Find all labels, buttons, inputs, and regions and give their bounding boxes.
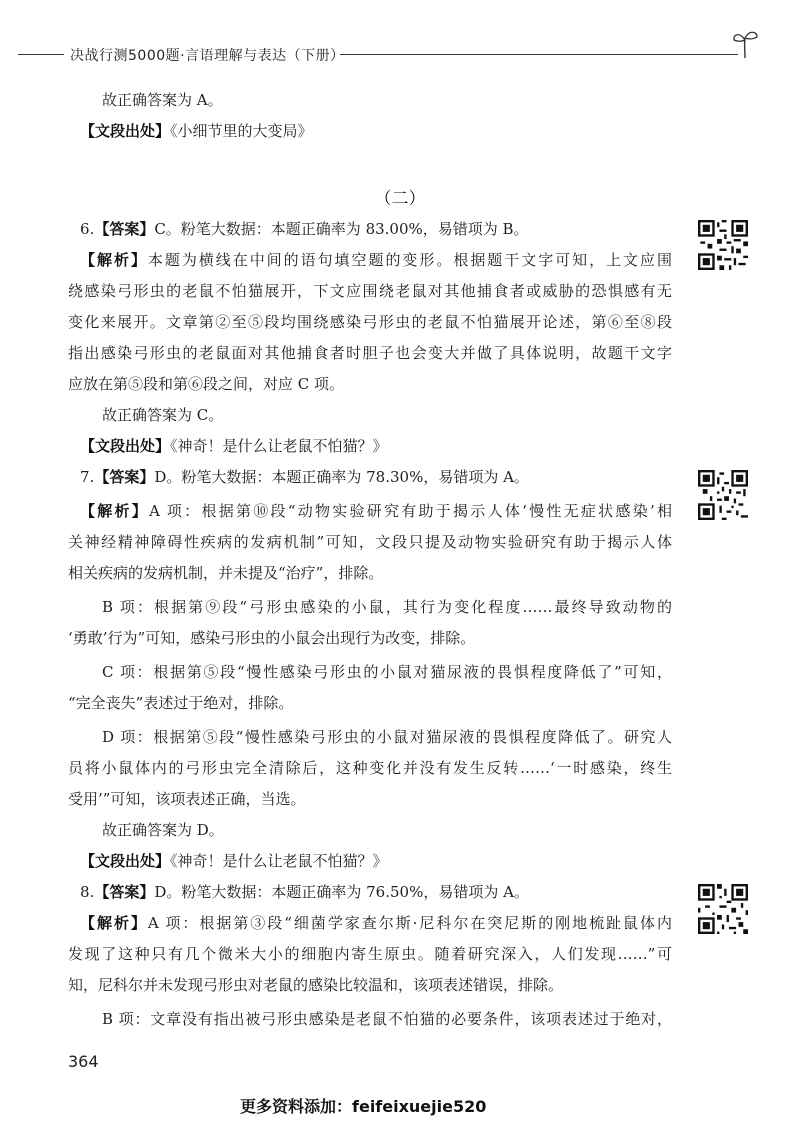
paragraph-line: 绕感染弓形虫的老鼠不怕猫展开，下文应围绕老鼠对其他捕食者或威胁的恐惧感有无 [68,282,672,300]
source-label: 【文段出处】 [80,437,171,455]
paragraph-line: 员将小鼠体内的弓形虫完全清除后，这种变化并没有发生反转……‘一时感染，终生 [68,759,672,777]
paragraph-line: 变化来展开。文章第②至⑤段均围绕感染弓形虫的老鼠不怕猫展开论述，第⑥至⑧段 [68,313,672,331]
qr-code-icon[interactable] [698,220,748,270]
answer-line-q8 [80,881,529,903]
answer-conclusion: 故正确答案为 D。 [102,821,224,839]
source-line [80,850,388,872]
option-c-line: C 项：根据第⑤段“慢性感染弓形虫的小鼠对猫尿液的畏惧程度降低了”可知， [102,663,672,681]
answer-text: D。粉笔大数据：本题正确率为 76.50%，易错项为 A。 [154,883,529,901]
source-text: 《神奇！是什么让老鼠不怕猫？》 [170,437,388,455]
answer-conclusion: 故正确答案为 A。 [102,91,223,109]
analysis-line [80,500,672,522]
footer-note: 更多资料添加：feifeixuejie520 [240,1097,487,1116]
source-text: 《神奇！是什么让老鼠不怕猫？》 [170,852,388,870]
header-rule-right [340,54,738,55]
question-number: 6. [80,220,95,238]
analysis-label: 【解析】 [80,914,148,932]
paragraph-line: “完全丧失”表述过于绝对，排除。 [68,694,294,712]
page-number: 364 [68,1052,99,1071]
question-number: 7. [80,468,95,486]
source-label: 【文段出处】 [80,122,171,140]
analysis-line [80,912,672,934]
option-d-line: D 项：根据第⑤段“慢性感染弓形虫的小鼠对猫尿液的畏惧程度降低了。研究人 [102,728,672,746]
paragraph-line: 应放在第⑤段和第⑥段之间，对应 C 项。 [68,375,345,393]
paragraph-line: 知，尼科尔并未发现弓形虫对老鼠的感染比较温和，该项表述错误，排除。 [68,976,564,994]
answer-conclusion: 故正确答案为 C。 [102,406,224,424]
paragraph-line: 指出感染弓形虫的老鼠面对其他捕食者时胆子也会变大并做了具体说明，故题干文字 [68,344,672,362]
analysis-label: 【解析】 [80,251,148,269]
header-rule-left [18,54,64,55]
sprout-icon [730,28,760,60]
source-line [80,435,388,457]
paragraph-line: 发现了这种只有几个微米大小的细胞内寄生原虫。随着研究深入，人们发现……”可 [68,945,672,963]
analysis-text: A 项：根据第⑩段“动物实验研究有助于揭示人体‘慢性无症状感染’相 [149,502,672,520]
paragraph-line: 受用’”可知，该项表述正确，当选。 [68,790,306,808]
qr-code-icon[interactable] [698,470,748,520]
source-line [80,120,313,142]
paragraph-line: 关神经精神障碍性疾病的发病机制”可知，文段只提及动物实验研究有助于揭示人体 [68,533,672,551]
analysis-text: A 项：根据第③段“细菌学家查尔斯·尼科尔在突尼斯的刚地梳趾鼠体内 [147,914,672,932]
answer-text: D。粉笔大数据：本题正确率为 78.30%，易错项为 A。 [154,468,529,486]
answer-line-q6 [80,218,529,240]
option-b-line: B 项：文章没有指出被弓形虫感染是老鼠不怕猫的必要条件，该项表述过于绝对， [102,1010,672,1028]
paragraph-line: ‘勇敢’行为”可知，感染弓形虫的小鼠会出现行为改变，排除。 [68,629,476,647]
analysis-line [80,249,672,271]
analysis-label: 【解析】 [80,502,150,520]
answer-label: 【答案】 [94,883,155,901]
paragraph-line: 相关疾病的发病机制，并未提及“治疗”，排除。 [68,564,384,582]
answer-line-q7 [80,466,529,488]
source-text: 《小细节里的大变局》 [170,122,313,140]
section-title: （二） [374,189,426,209]
qr-code-icon[interactable] [698,884,748,934]
answer-text: C。粉笔大数据：本题正确率为 83.00%，易错项为 B。 [154,220,529,238]
answer-label: 【答案】 [94,220,155,238]
source-label: 【文段出处】 [80,852,171,870]
answer-label: 【答案】 [94,468,155,486]
option-b-line: B 项：根据第⑨段“弓形虫感染的小鼠，其行为变化程度……最终导致动物的 [102,598,672,616]
running-header [0,42,800,66]
question-number: 8. [80,883,95,901]
book-title: 决战行测5000题·言语理解与表达（下册） [70,48,345,64]
analysis-text: 本题为横线在中间的语句填空题的变形。根据题干文字可知，上文应围 [147,251,672,269]
